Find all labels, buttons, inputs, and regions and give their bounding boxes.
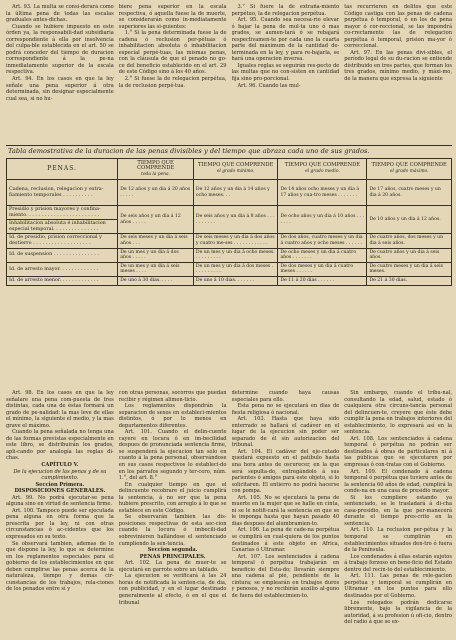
paragraph: 1.° Si la pena determinada fuese la de cadena ó reclusion per-pétuas ó inhabilitacion absoluta ó inhabilitacion especial perpé-tuas, las mismas penas, con la cláusula de que el penado no go-ce del beneficio establecido en el art. 29 de este Código sino á los 40 años. (118, 30, 227, 76)
paragraph: tas recurrieren en delitos que este Código castiga con las penas de cadena perpétua ó temporal, ó en los de pena mayor ó cor-reccional, se las impondrá co-rrectamente las de relegacion perpétua ó temporal, prision ma-yor ó correccional. (344, 4, 452, 50)
paragraph: Art. 111. Las penas de rele-gacion perpétua y temporal se cumplirán en Ultramar en los puntos para ello destinados por el Gobierno. (344, 573, 452, 599)
paragraph: con otras personas, socorros que puedan recibir y régimen alimen-ticio. (118, 390, 227, 403)
paragraph: En cualquier tiempo en que el delincuente recobrare el juicio cumplirá la sentencia, á no ser que la pena hubiere prescrito, con arreglo á lo que se establece en este Código. (118, 481, 227, 514)
table-cell: De ocho meses y un dia á cuatro años . . . . . . . (278, 248, 367, 262)
penalties-table (6, 158, 452, 286)
table-cell: De 17 años, cuatro meses y un dia á 20 años. (367, 180, 452, 206)
table-cell: De un mes y un dia á ocho meses. . . . . . . . . . (193, 248, 278, 262)
paragraph: Los reglamentos dispondrán la separacion de sexos en estableci-mientos distintos, ó por lo menos en departamentos diferentes. (118, 403, 227, 429)
table-cell: De seis meses y un dia á seis años . . . (118, 234, 194, 248)
paragraph: Art. 106. La pena de cade-na perpétua se cumplirá en cual-quiera de los puntos destinados á este objeto en Africa, Canarias ó Ultramar. (231, 527, 340, 554)
paragraph: determine cuando haya causas especiales para ello. (231, 390, 340, 403)
paragraph: Art. 107. Los sentenciados á cadena temporal ó perpétua trabajarán en beneficio del Esta-do; llevarán siempre una cadena al pié, pendiente de la cintura; se emplearán en trabajos duros y penosos, y no recibirán auxilio al-guno de fuera del establecimien-to. (231, 553, 340, 599)
bottom-text-columns (6, 390, 452, 636)
section-subheading: DISPOSICIONES GENERALES. (14, 488, 106, 495)
paragraph: Art. 93. La multa se consi-derará como la última pena de todas las escalas graduales antes-dichas. (6, 4, 114, 24)
paragraph: Se observará tambien, ademas de lo que dispone la ley, lo que se determine en los reglamentos especiales para el gobierno de los establecimientos en que deben cumplirse las penas acerca de la naturaleza, tiempo y demas cir-cunstancias de los trabajos, rela-ciones de los penados entre sí y (6, 540, 114, 593)
top-column-4 (344, 4, 452, 144)
table-cell: Id. de arresto menor. . . . . . . . . . . . . (7, 276, 118, 285)
paragraph: 2.° Si fuese la de relegacion perpétua, la de reclusion perpé-tua. (118, 76, 227, 89)
paragraph: Los relegados podrán dedicarse libremente, bajo la vigilancia de la autoridad, á su profesion ú ofi-cio, dentro del radio á que se ex- (344, 599, 452, 626)
paragraph: Cuando la pena señalada no tenga una de las formas previstas especialmente en este libro, se distribuirán los grados, apli-cando por analogía las reglas di-chas. (6, 429, 114, 462)
section-heading: Seccion segunda. (147, 547, 198, 554)
table-cell: Id. de presidio, prision correccional y destierro . . . . . . . . . . . . . . . . . . . (7, 234, 118, 248)
table-cell: De un mes y un dia á dos años . . . . . (118, 248, 194, 262)
table-cell: De cuatro años y un dia á seis años. (367, 248, 452, 262)
paragraph: Art. 110. La reclusion per-pétua y la temporal se cumplirán en establecimientos situados den-tro ó fuera de la Península. (344, 527, 452, 554)
table-cell: De 14 años ocho meses y un dia á 17 años y cua-tro meses . . . . . . . (278, 180, 367, 206)
paragraph: Art. 99. No podrá ejecutar-se pena alguna sino en virtud de sentencia firme. (6, 494, 114, 508)
table-cell: Id. de arresto mayor. . . . . . . . . . . . . (7, 262, 118, 276)
table-cell: De dos años, cuatro meses y un dia á cuatro años y ocho meses . . . . . . (278, 234, 367, 248)
paragraph: Sin embargo, cuando el tribu-nal, consultando la edad, salud, estado ó cualquiera otra circuns-tancia personal del delincuen-te, creyere que éste debe cumplir la pena en trabajos interiores del establecimiento, lo expresará así en la sentencia. (344, 390, 452, 436)
paragraph: 3.° Si fuere la de extraña-miento perpétuo, la de relegacion perpétua. (231, 4, 340, 17)
paragraph: Art. 101. Cuando el delin-cuente cayere en locura ó en im-becilidad despues de pronunciada sentencia firme, se suspenderá la ejecucion tan solo en cuanto á la pena personal, observándose en sus casos respectivos lo estableci-do en los párrafos segundo y ter-cero, núm. 1.°, del art. 8.° (118, 429, 227, 482)
bottom-column-1 (6, 390, 114, 636)
paragraph: Art. 95. Cuando sea necesa-rio elevar ó bajar la pena de mul-ta uno ó mas grados, se aumen-tará ó se rebajará respectivamen-te por cada uno la cuarta parte del máximum de la cantidad de-terminada en la ley, y para re-bajarla, se hará una operacion inversa. (231, 17, 340, 63)
table-cell: De 12 años y un dia á 14 años y ocho meses. . . (193, 180, 278, 206)
paragraph: Si los cumpliere estando ya sentenciado, se le trasladará á di-cha casa-presidio, en la que per-manecerá durante el tiempo pres-crito en la sentencia. (344, 494, 452, 527)
table-row (7, 262, 452, 276)
paragraph: Art. 104. El cadáver del eje-cutado quedará expuesto en el patíbulo hasta una hora antes de oscurecer, en la que será sepulta-do, entregándolo á sus parientes ó amigos para este objeto, si lo solicitaren. El entierro no podrá hacerse con pompa. (231, 448, 340, 495)
table-cell: De uno á 30 dias. . . . . (118, 276, 194, 285)
section-subheading: PENAS PRINCIPALES. (139, 553, 206, 560)
table-cell: De seis años y un dia á 12 años . . . . . (118, 206, 194, 234)
table-row (7, 206, 452, 220)
table-cell: De seis meses y un dia á dos años y cuatro me-ses . . . . . . . . . . . . (193, 234, 278, 248)
table-cell: De cuatro años, dos meses y un dia á seis años. (367, 234, 452, 248)
paragraph: Art. 108. Los sentenciados á cadena temporal ó perpétua no podrán ser destinados á obras de particulares ni á las públicas que se ejecutaren por empresas ó con-tratas con el Gobierno. (344, 435, 452, 469)
chapter-subtitle: De la ejecucion de las penas y de su cumplimiento. (13, 468, 107, 482)
table-cell: De un mes y un dia á dos meses . . . . . . . . . . (193, 262, 278, 276)
table-cell: De uno á 10 dias. . . . . . . (193, 276, 278, 285)
table-header-row (7, 159, 452, 180)
table-cell: Id. de suspension . . . . . . . . . . . . . . . (7, 248, 118, 262)
top-column-3 (232, 4, 340, 144)
paragraph: Los condenados á ellas estarán sujetos á trabajo forzoso en bene-ficio del Estado dentro del recin-to del establecimiento. (344, 553, 452, 573)
bottom-column-2 (119, 390, 227, 636)
table-cell: De dos meses y un dia á cuatro meses . . . . . . (278, 262, 367, 276)
column-header: TIEMPO QUE COMPRENDE el grado mínimo. (193, 159, 278, 180)
paragraph: Art. 94. En los casos en que la ley señale una pena superior á otra determinada, sin designar especialmente cual sea, si no hu- (6, 76, 114, 102)
table-cell: De 12 años y un dia á 20 años . . . . . (118, 180, 194, 206)
paragraph: Cuando se hubiere impuesto en este órden ya, la responsabili-dad subsidiaria correspondiente á ella por insolvencia del culpa-ble establecida en el art. 50 se podrá conceder del tiempo de duracion correspondiente á la pe-na inmediatamente superior de la escala respectiva. (6, 23, 114, 76)
paragraph: Art. 98. En los casos en que la ley señalare una pena com-puesta de tres distintas, cada una de éstas formará un grado de pe-nalidad: la mas leve de ellas el mínimo, la siguiente el medio, y la mas grave el máximo. (6, 390, 114, 429)
paragraph: biere pena superior en la escala respectiva, ó aquella fuese la de muerte, se considerarán como in-mediatamente superiores las si-guientes: (118, 4, 227, 30)
paragraph: Art. 103. Hasta que haya sido enterrado se hallará el cadáver en el lugar de la ejecucion sin poder ser separado de él sin autorizacion del tribunal. (231, 416, 340, 449)
table-row (7, 276, 452, 285)
top-text-columns (6, 4, 452, 144)
top-column-2 (119, 4, 227, 144)
table-cell: De cuatro meses y un dia á seis meses. (367, 262, 452, 276)
table-cell: De 10 años y un dia á 12 años. (367, 206, 452, 234)
table-cell: De ocho años y un dia á 10 años . . . . . . . (278, 206, 367, 234)
table-cell: Inhabilitacion absoluta é inhabilitacion especial temporal. . . . . . . . . . . . . . . (7, 220, 118, 234)
paragraph: Art. 109. El condenado á cadena temporal ó perpétua que tuviere antes de la sentencia 60 años de edad, cumplirá la conde-na en una casa de presidio mayor. (344, 468, 452, 495)
table-row (7, 234, 452, 248)
table-cell: De un mes y un dia á seis meses . . . . (118, 262, 194, 276)
table-row (7, 180, 452, 206)
top-column-1 (6, 4, 114, 144)
paragraph: Art. 105. No se ejecutará la pena de muerte en la mujer que se halle en cinta, ni se le notifi-cará la sentencia en que se le imponga hasta que hayan pasado 40 dias despues del alumbramien-to. (231, 494, 340, 527)
paragraph: Art. 97. En las penas divi-sibles, el período legal de su du-racion se entiende distribuido en tres partes, que forman los tres grados, mínimo medio, y máxi-mo, de la manera que expresa la siguiente (344, 49, 452, 83)
column-header: TIEMPO QUE COMPRENDE el grado máximo. (367, 159, 452, 180)
paragraph: La ejecucion se verificará á las 24 horas de notificada la senten-cia, de dia, con publicidad, y en el lugar destinado generalmente al efecto, ó en el que el tribunal (118, 573, 227, 606)
table-cell: Presidio y prision mayores y confina-miento. . . . . . . . . . . . . . . . . . . . . . . . (7, 206, 118, 220)
paragraph: Art. 96. Cuando las mul- (237, 82, 301, 89)
paragraph: Art. 100. Tampoco puede ser ejecutada pena alguna en otra forma que la prescrita por la ley, ni con otras circunstancias ó ac-cidentes que los expresados en su texto. (6, 507, 114, 541)
table-cell: De seis años y un dia á 8 años . . . . . . . . . . (193, 206, 278, 234)
section-heading: Seccion Primera. (35, 481, 85, 488)
table-cell: Cadena, reclusion, relegacion y extra-ñamiento temporales . . . . . . . . . . (7, 180, 118, 206)
bottom-column-3 (232, 390, 340, 636)
chapter-heading: CAPÍTULO V. (41, 462, 79, 469)
table-row (7, 248, 452, 262)
column-header: PENAS. (7, 159, 118, 180)
table-cell: De 11 á 20 dias . . . . . . (278, 276, 367, 285)
bottom-column-4 (344, 390, 452, 636)
table-cell: De 21 á 30 dias. (367, 276, 452, 285)
column-header: TIEMPO QUE COMPRENDE el grado medio. (278, 159, 367, 180)
divider (6, 145, 452, 146)
paragraph: Se observarán tambien las dis-posiciones respectivas de esta sec-cion cuando la locura ó imbecili-dad sobrevinieren hallándose el sentenciado cumpliendo la sen-tencia. (118, 514, 227, 547)
paragraph: Esta pena no se ejecutará en dias de fiesta religiosa ó nacional. (231, 403, 340, 416)
table-title: Tabla demostrativa de la duracion de las penas divisibles y del tiempo que abraza cada uno de sus grados. (8, 147, 370, 155)
paragraph: Art. 102. La pena de muer-te se ejecutará en garrote sobre un tablado. (118, 560, 227, 573)
paragraph: Iguales reglas se seguirán res-pecto de las multas que no con-sisten en cantidad fija sino pro-porcional. (231, 62, 340, 83)
column-header: TIEMPO QUE COMPRENDE toda la pena. (118, 159, 194, 180)
